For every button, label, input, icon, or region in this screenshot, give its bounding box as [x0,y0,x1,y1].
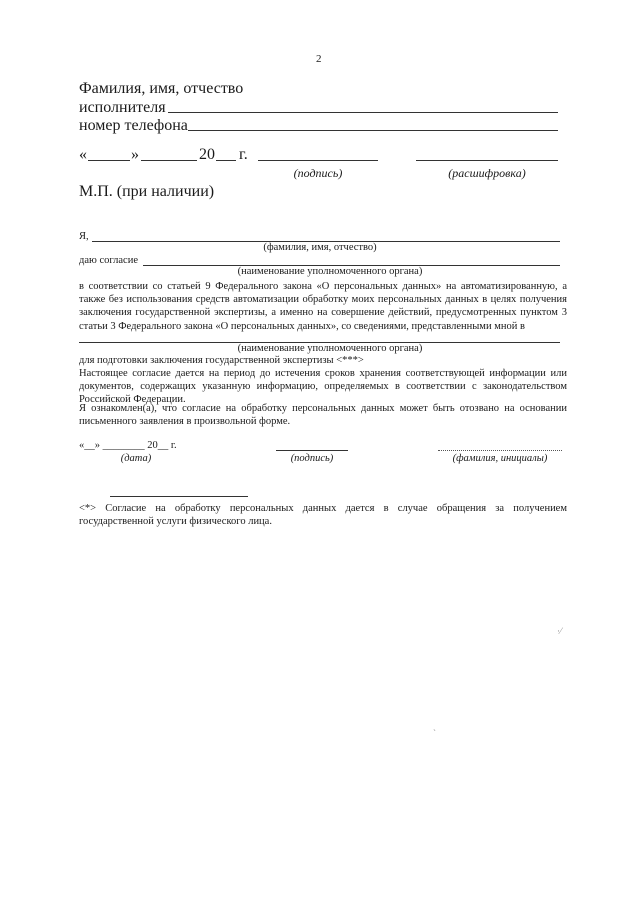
signature-field-line [258,160,378,161]
bottom-signature-caption: (подпись) [290,453,334,464]
phone-label: номер телефона [79,117,188,134]
year-field-line [216,160,236,161]
authority-caption-2: (наименование уполномоченного органа) [237,343,423,354]
scan-speck: ·⁄ [557,626,562,636]
date-open-quote: « [79,146,87,163]
consent-paragraph-3: Я ознакомлен(а), что согласие на обработку персональных данных может быть отозвано на основании письменного заявления в произвольной форме. [79,403,567,428]
executor-field-line [168,112,558,113]
footnote-text: <*> Согласие на обработку персональных данных дается в случае обращения за получением государственной услуги физического лица. [79,503,567,528]
decoding-field-line [416,160,558,161]
day-field-line [88,160,130,161]
phone-field-line [188,130,558,131]
signature-caption: (подпись) [293,166,343,180]
bottom-name-caption: (фамилия, инициалы) [452,453,548,464]
year-suffix: г. [239,146,248,163]
decoding-caption: (расшифровка) [448,166,526,180]
bottom-name-line [438,450,562,451]
date-close-quote: » [131,146,139,163]
bottom-date-caption: (дата) [120,453,152,464]
year-prefix: 20 [199,146,215,163]
seal-label: М.П. (при наличии) [79,183,215,200]
page-number: 2 [316,53,322,65]
authority-caption-1: (наименование уполномоченного органа) [237,266,423,277]
month-field-line [141,160,197,161]
consent-paragraph-1: в соответствии со статьей 9 Федерального закона «О персональных данных» на автоматизированную, а также без использования средств автоматизации обработку моих персональных данных в целях получения заключения государственной экспертизы, а именно на совершение действий, предусмотренных пунктом 3 статьи 3 Федерального закона «О персональных данных», со сведениями, представленными мной в [79,281,567,332]
i-label: Я, [79,231,89,242]
purpose-line: для подготовки заключения государственной экспертизы <***> [79,355,364,366]
bottom-date-field: «__» ________ 20__ г. [79,440,177,451]
bottom-signature-line [276,450,348,451]
consent-paragraph-2: Настоящее согласие дается на период до истечения сроков хранения соответствующей информации или документов, содержащих указанную информацию, определяемых в соответствии с законодательством Российской Федерации. [79,368,567,406]
executor-label: исполнителя [79,99,166,116]
scan-speck: ` [433,728,436,738]
footnote-separator [110,496,248,497]
give-consent-label: даю согласие [79,255,138,266]
fio-label: Фамилия, имя, отчество [79,80,244,97]
fio-consent-caption: (фамилия, имя, отчество) [263,242,377,253]
